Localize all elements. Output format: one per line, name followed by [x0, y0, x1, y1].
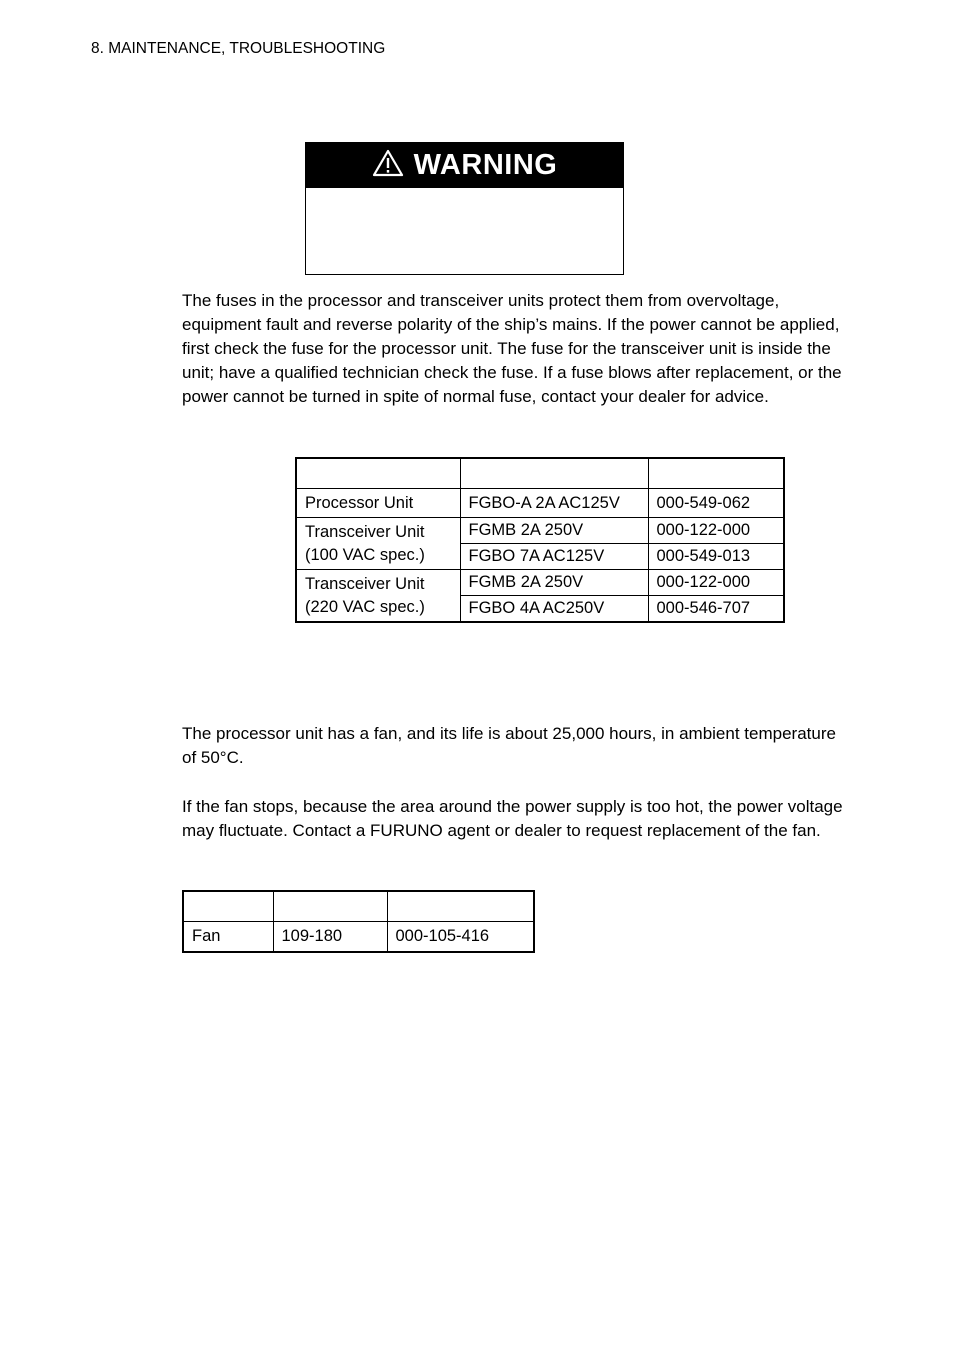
warning-header — [306, 143, 623, 188]
fuse-unit-name: Transceiver Unit — [305, 574, 425, 593]
fuse-type-cell: FGBO 7A AC125V — [460, 544, 648, 570]
fan-name-cell: Fan — [183, 922, 273, 953]
fuse-code-cell: 000-549-013 — [648, 544, 784, 570]
table-row — [183, 922, 534, 953]
fuse-table-header-row — [296, 458, 784, 489]
fan-type-cell: 109-180 — [273, 922, 387, 953]
fuse-unit-name: Transceiver Unit — [305, 522, 425, 541]
fuse-unit-cell — [296, 570, 460, 623]
fuse-paragraph: The fuses in the processor and transceiver units protect them from overvoltage, equipment fault and reverse polarity of the ship’s mains. If the power cannot be applied, first check the fuse for the processor unit. The fuse for the transceiver unit is inside the unit; have a qualified technician check the fuse. If a fuse blows after replacement, or the power cannot be turned in spite of normal fuse, contact your dealer for advice. — [182, 291, 842, 406]
page-header: 8. MAINTENANCE, TROUBLESHOOTING — [91, 40, 386, 57]
fan-table — [182, 890, 535, 953]
fan-header-cell — [387, 891, 534, 922]
fuse-type-cell: FGMB 2A 250V — [460, 570, 648, 596]
warning-box — [305, 142, 624, 275]
fuse-unit-cell — [296, 518, 460, 570]
fuse-header-cell — [296, 458, 460, 489]
warning-triangle-icon — [372, 149, 404, 182]
table-row — [296, 570, 784, 596]
fan-paragraph-2: If the fan stops, because the area around the power supply is too hot, the power voltage may fluctuate. Contact a FURUNO agent or dealer to request replacement of the fan. — [182, 797, 843, 840]
fuse-header-cell — [648, 458, 784, 489]
fuse-code-cell: 000-122-000 — [648, 570, 784, 596]
fuse-unit-name: Processor Unit — [305, 493, 414, 512]
warning-title: WARNING — [413, 149, 558, 181]
fuse-header-cell — [460, 458, 648, 489]
table-row — [296, 518, 784, 544]
fuse-code-cell: 000-549-062 — [648, 489, 784, 518]
fuse-unit-spec: (220 VAC spec.) — [305, 597, 425, 616]
fuse-type-cell: FGBO 4A AC250V — [460, 596, 648, 623]
table-row — [296, 489, 784, 518]
fuse-type-cell: FGBO-A 2A AC125V — [460, 489, 648, 518]
fuse-unit-cell — [296, 489, 460, 518]
fan-code-cell: 000-105-416 — [387, 922, 534, 953]
fuse-code-cell: 000-122-000 — [648, 518, 784, 544]
fan-header-cell — [183, 891, 273, 922]
fuse-table — [295, 457, 785, 623]
fuse-unit-spec: (100 VAC spec.) — [305, 545, 425, 564]
fan-paragraph-1: The processor unit has a fan, and its life is about 25,000 hours, in ambient temperature of 50°C. — [182, 724, 836, 767]
fuse-code-cell: 000-546-707 — [648, 596, 784, 623]
fan-header-cell — [273, 891, 387, 922]
fan-table-header-row — [183, 891, 534, 922]
fuse-type-cell: FGMB 2A 250V — [460, 518, 648, 544]
